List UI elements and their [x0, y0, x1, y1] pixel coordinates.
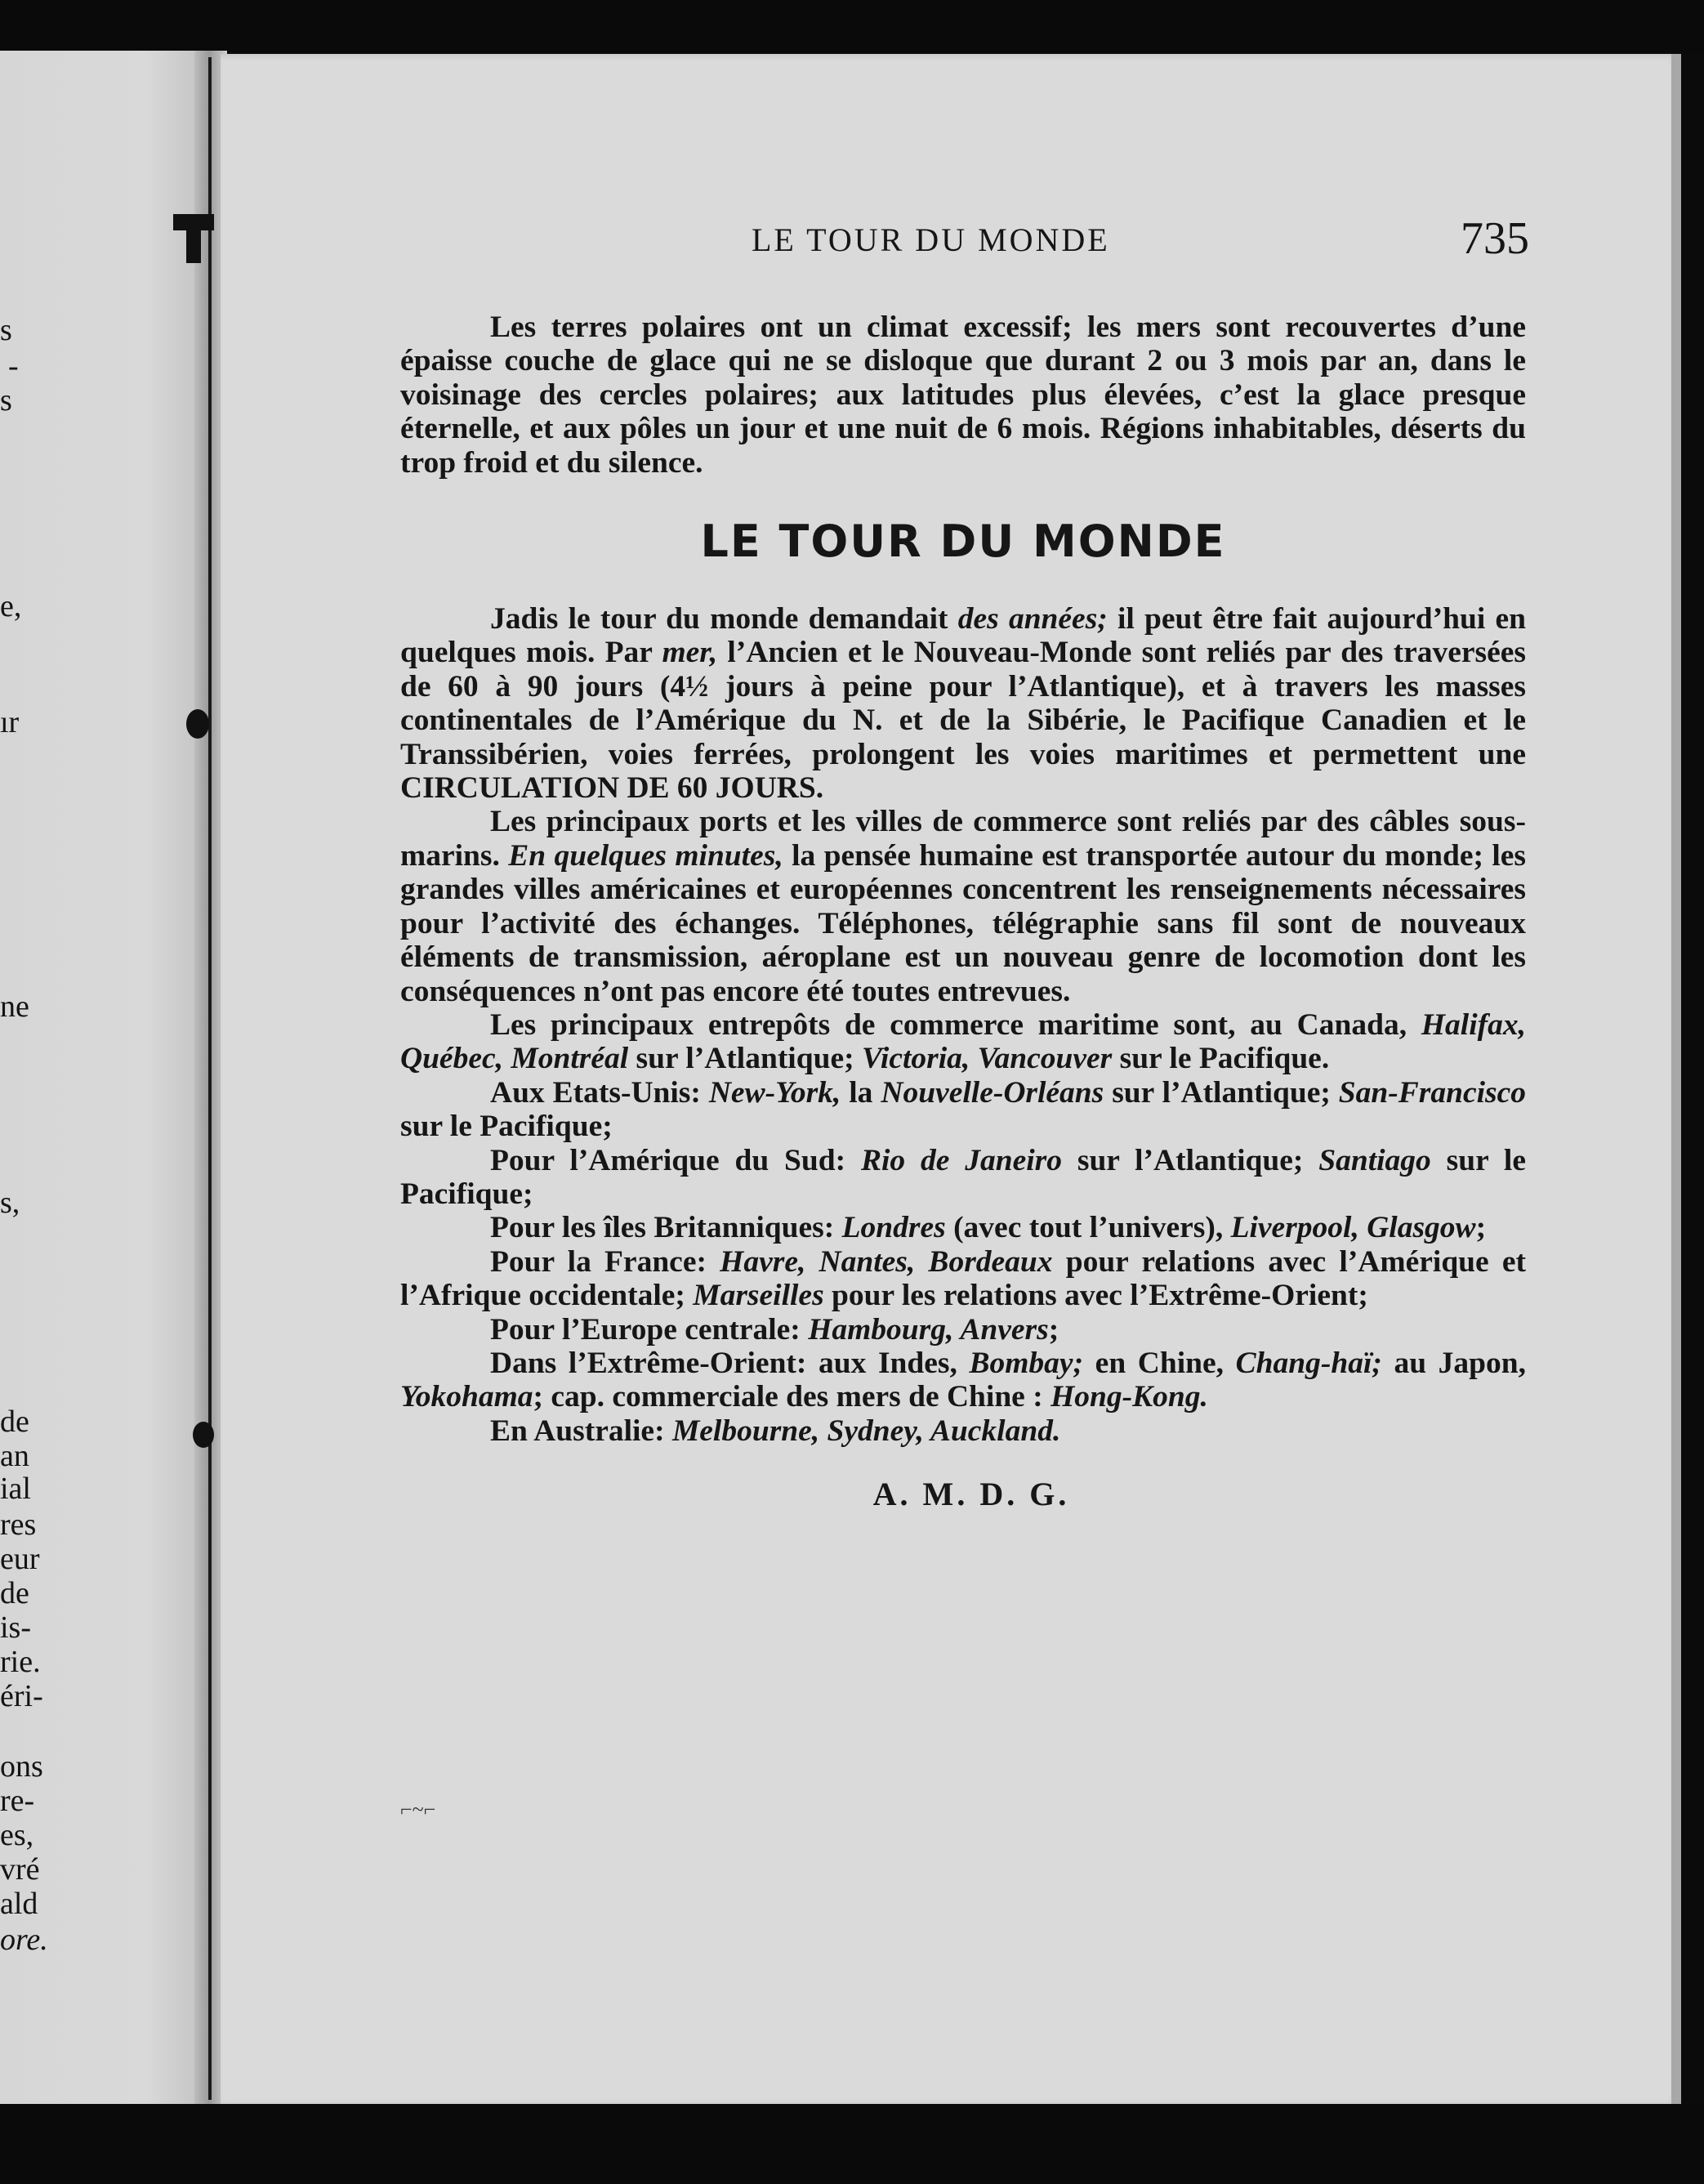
text-run: la pensée humaine est transportée autour du monde; les grandes villes américaines et européennes concentrent les renseignements nécessaires pour l’activité des échanges. Téléphones, télégraphie sans fil sont de nouveaux éléments de transmission, aéroplane est un nouveau genre de locomotion dont les conséquences n’ont pas encore été toutes entrevues.	[400, 838, 1526, 1008]
facing-page-fragment: -	[8, 349, 19, 383]
text-run: sur l’Atlantique;	[1104, 1075, 1339, 1110]
facing-page-fragment: es,	[0, 1818, 34, 1852]
ornament-mark: ⌐~⌐	[400, 1798, 436, 1821]
gutter-mark	[186, 222, 201, 263]
body-paragraph	[400, 1313, 1526, 1347]
text-run: Pour la France:	[490, 1244, 720, 1279]
page-number: 735	[1461, 213, 1529, 264]
gutter-mark	[193, 1422, 214, 1448]
text-run: (avec tout l’univers),	[945, 1211, 1231, 1245]
text-run: Aux Etats-Unis:	[490, 1075, 709, 1110]
text-run: sur le Pacifique;	[400, 1143, 1526, 1211]
gutter-mark	[186, 709, 209, 739]
text-run: Jadis le tour du monde demandait	[490, 602, 958, 636]
italic-run: En quelques minutes,	[508, 838, 783, 873]
body-paragraph	[400, 1076, 1526, 1144]
italic-run: des années;	[957, 602, 1108, 636]
italic-run: Melbourne, Sydney, Auckland.	[671, 1414, 1061, 1448]
italic-run: Nouvelle-Orléans	[881, 1075, 1104, 1110]
signature: A. M. D. G.	[872, 1476, 1070, 1513]
body-paragraph	[400, 1414, 1526, 1448]
italic-run: Bombay;	[969, 1346, 1084, 1380]
body-paragraph	[400, 1245, 1526, 1313]
italic-run: Victoria, Vancouver	[861, 1042, 1113, 1076]
facing-page-fragment: res	[0, 1507, 37, 1542]
text-run: sur l’Atlantique;	[628, 1042, 862, 1076]
facing-page-fragment: éri-	[0, 1679, 43, 1713]
text-run: au Japon,	[1381, 1346, 1527, 1380]
italic-run: Halifax, Québec, Montréal	[400, 1007, 1526, 1076]
page-body	[400, 310, 1526, 1512]
facing-page-fragment: s	[0, 383, 12, 418]
running-title: LE TOUR DU MONDE	[752, 221, 1110, 258]
text-run: Les principaux ports et les villes de commerce sont reliés par des câbles sous-marins.	[400, 805, 1526, 873]
text-run: ;	[1048, 1312, 1059, 1347]
facing-page-fragment: vré	[0, 1852, 40, 1887]
text-run: ;	[1475, 1211, 1487, 1245]
text-run: sur le Pacifique;	[400, 1110, 613, 1144]
italic-run: San-Francisco	[1338, 1075, 1526, 1110]
body-paragraph	[400, 1144, 1526, 1212]
italic-run: Marseilles	[693, 1279, 824, 1313]
text-run: il peut être fait aujourd’hui en quelques mois. Par	[400, 602, 1526, 670]
italic-run: Havre, Nantes, Bordeaux	[720, 1244, 1053, 1279]
text-run: Pour l’Europe centrale:	[490, 1312, 809, 1347]
facing-page-fragment: an	[0, 1439, 29, 1473]
italic-run: New-York,	[708, 1075, 841, 1110]
scan-border-top	[0, 0, 1704, 54]
facing-page-fragment: s	[0, 313, 12, 347]
facing-page-edge	[0, 51, 208, 2110]
facing-page-fragment: ore.	[0, 1923, 48, 1957]
text-run: En Australie:	[490, 1414, 672, 1448]
text-run: sur l’Atlantique;	[1062, 1143, 1319, 1177]
facing-page-fragment: re-	[0, 1784, 35, 1818]
body-paragraph	[400, 1211, 1526, 1244]
italic-run: mer,	[662, 636, 718, 670]
text-run: l’Ancien et le Nouveau-Monde sont reliés par des traversées de 60 à 90 jours (4½ jours à peine pour l’Atlantique), et à travers les masses continentales de l’Amérique du N. et de la Sibérie, le Pacifique Canadien et le Transsibérien, voies ferrées, prolongent les voies maritimes et permettent une CIRCULATION DE 60 JOURS.	[400, 636, 1526, 806]
body-paragraph	[400, 1347, 1526, 1414]
text-run: Dans l’Extrême-Orient: aux Indes,	[490, 1346, 970, 1380]
scan-border-bottom	[0, 2104, 1704, 2184]
text-run: pour relations avec l’Amérique et l’Afrique occidentale;	[400, 1244, 1526, 1313]
facing-page-fragment: ial	[0, 1472, 31, 1506]
italic-run: Santiago	[1318, 1143, 1431, 1177]
page-right-edge	[1671, 54, 1681, 2106]
facing-page-fragment: rie.	[0, 1645, 41, 1679]
italic-run: Hong-Kong.	[1051, 1380, 1208, 1414]
text-run: Pour l’Amérique du Sud:	[490, 1143, 861, 1177]
text-run: la	[841, 1075, 881, 1110]
text-run: en Chine,	[1083, 1346, 1236, 1380]
body-paragraph	[400, 805, 1526, 1007]
facing-page-fragment: de	[0, 1405, 29, 1439]
facing-page-fragment: ons	[0, 1749, 43, 1784]
body-paragraphs	[400, 602, 1526, 1448]
text-run: Pour les îles Britanniques:	[490, 1211, 842, 1245]
body-paragraph	[400, 1008, 1526, 1076]
text-run: pour les relations avec l’Extrême-Orient;	[823, 1279, 1368, 1313]
facing-page-fragment: ne	[0, 989, 29, 1024]
facing-page-fragment: eur	[0, 1542, 40, 1576]
facing-page-fragment: s,	[0, 1186, 20, 1220]
intro-paragraph: Les terres polaires ont un climat excessif; les mers sont recouvertes d’une épaisse couche de glace qui ne se disloque que durant 2 ou 3 mois par an, dans le voisinage des cercles polaires; aux latitudes plus élevées, c’est la glace presque éternelle, et aux pôles un jour et une nuit de 6 mois. Régions inhabitables, déserts du trop froid et du silence.	[400, 310, 1526, 480]
section-title: LE TOUR DU MONDE	[700, 516, 1226, 568]
facing-page-fragment: de	[0, 1576, 29, 1610]
body-paragraph	[400, 602, 1526, 805]
facing-page-fragment: ald	[0, 1887, 38, 1921]
facing-page-fragment: e,	[0, 589, 22, 623]
italic-run: Chang-haï;	[1235, 1346, 1382, 1380]
italic-run: Rio de Janeiro	[860, 1143, 1062, 1177]
italic-run: Londres	[841, 1211, 946, 1245]
italic-run: Liverpool, Glasgow	[1230, 1211, 1476, 1245]
gutter-line	[208, 57, 212, 2100]
text-run: sur le Pacifique.	[1112, 1042, 1330, 1076]
italic-run: Hambourg, Anvers	[808, 1312, 1049, 1347]
facing-page-fragment: is-	[0, 1610, 31, 1645]
text-run: ; cap. commerciale des mers de Chine :	[533, 1380, 1051, 1414]
facing-page-fragment: ır	[0, 705, 20, 739]
text-run: Les principaux entrepôts de commerce maritime sont, au Canada,	[490, 1007, 1421, 1042]
italic-run: Yokohama	[400, 1380, 533, 1414]
